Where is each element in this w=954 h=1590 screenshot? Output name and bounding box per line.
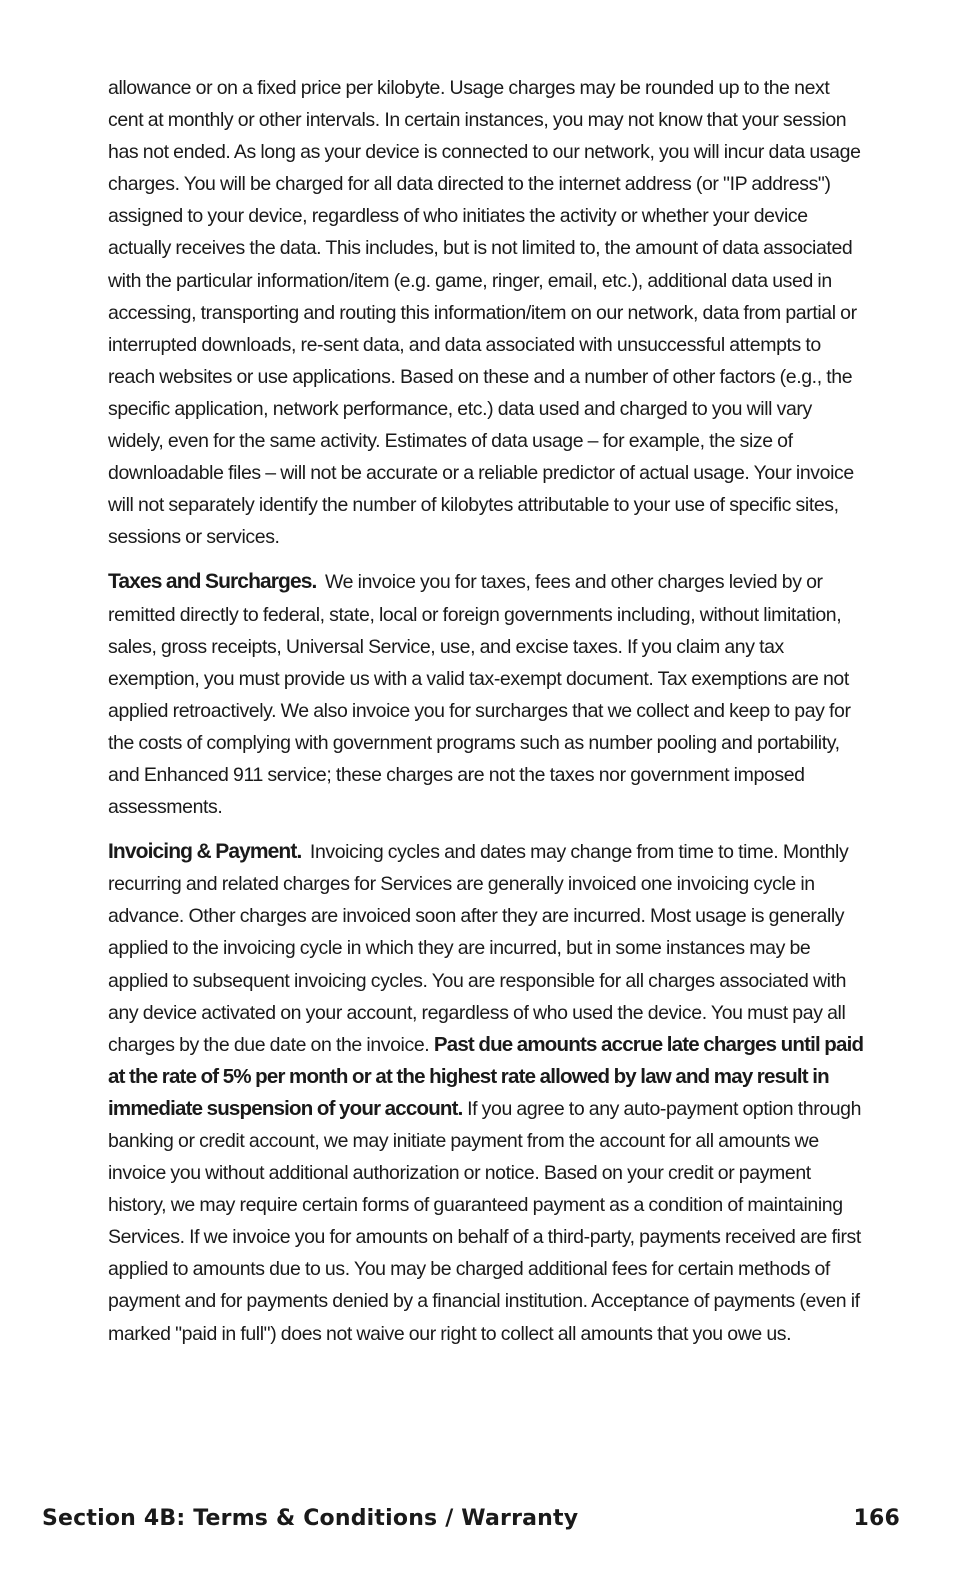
taxes-paragraph	[108, 566, 868, 823]
invoicing-heading: Invoicing & Payment.	[108, 840, 302, 864]
taxes-heading: Taxes and Surcharges.	[108, 570, 317, 594]
section-title: Section 4B: Terms & Conditions / Warranty	[42, 1506, 579, 1531]
late-charges-warning: Past due amounts accrue late charges until paid at the rate of 5% per month or at the highest rate allowed by law and may result in immediate suspension of your account.	[108, 1032, 864, 1120]
taxes-text: We invoice you for taxes, fees and other charges levied by or remitted directly to federal, state, local or foreign governments including, without limitation, sales, gross receipts, Universal Service, use, and excise taxes. If you claim any tax exemption, you must provide us with a valid tax-exempt document. Tax exemptions are not applied retroactively. We also invoice you for surcharges that we collect and keep to pay for the costs of complying with government programs such as number pooling and portability, and Enhanced 911 service; these charges are not the taxes nor government imposed assessments.	[108, 571, 851, 819]
document-body	[108, 72, 868, 1363]
usage-charges-paragraph: allowance or on a fixed price per kilobyte. Usage charges may be rounded up to the next cent at monthly or other intervals. In certain instances, you may not know that your session has not ended. As long as your device is connected to our network, you will incur data usage charges. You will be charged for all data directed to the internet address (or "IP address") assigned to your device, regardless of who initiates the activity or whether your device actually receives the data. This includes, but is not limited to, the amount of data associated with the particular information/item (e.g. game, ringer, email, etc.), additional data used in accessing, transporting and routing this information/item on our network, data from partial or interrupted downloads, re-sent data, and data associated with unsuccessful attempts to reach websites or use applications. Based on these and a number of other factors (e.g., the specific application, network performance, etc.) data used and charged to you will vary widely, even for the same activity. Estimates of data usage – for example, the size of downloadable files – will not be accurate or a reliable predictor of actual usage. Your invoice will not separately identify the number of kilobytes attributable to your use of specific sites, sessions or services.	[108, 77, 861, 549]
invoicing-paragraph	[108, 836, 868, 1350]
page-footer	[42, 1502, 900, 1536]
invoicing-text-intro: Invoicing cycles and dates may change from time to time. Monthly recurring and related charges for Services are generally invoiced one invoicing cycle in advance. Other charges are invoiced soon after they are incurred. Most usage is generally applied to the invoicing cycle in which they are incurred, but in some instances may be applied to subsequent invoicing cycles. You are responsible for all charges associated with any device activated on your account, regardless of who used the device. You must pay all charges by the due date on the invoice.	[108, 841, 849, 1056]
invoicing-text-continued: If you agree to any auto-payment option through banking or credit account, we may initiate payment from the account for all amounts we invoice you without additional authorization or notice. Based on your credit or payment history, we may require certain forms of guaranteed payment as a condition of maintaining Services. If we invoice you for amounts on behalf of a third-party, payments received are first applied to amounts due to us. You may be charged additional fees for certain methods of payment and for payments denied by a financial institution. Acceptance of payments (even if marked "paid in full") does not waive our right to collect all amounts that you owe us.	[108, 1097, 862, 1345]
page-number: 166	[853, 1506, 900, 1531]
